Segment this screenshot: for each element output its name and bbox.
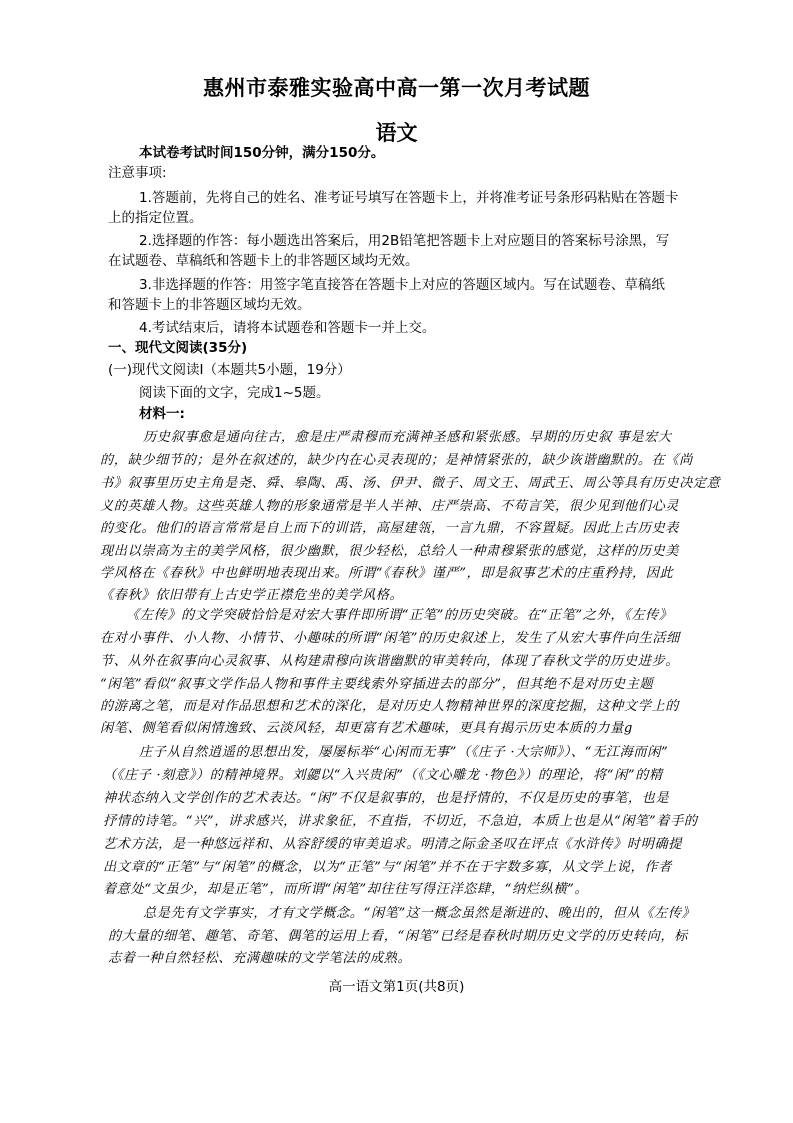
- p3-line: 庄子从自然逍遥的思想出发，屡屡标举“心闲而无事”（《庄子 ·大宗师》）、“无江海而闲”: [139, 745, 669, 760]
- exam-title: 惠州市泰雅实验高中高一第一次月考试题: [203, 76, 590, 100]
- p3-line: 着意处“文虽少，却是正笔”，而所谓“闲笔”却往往写得汪洋恣肆，“纳烂纵横”。: [103, 882, 589, 897]
- exam-info: 本试卷考试时间150分钟，满分150分。: [139, 145, 385, 161]
- p1-line: 历史叙事愈是通向往古，愈是庄严肃穆而充满神圣感和紧张感。早期的历史叙 事是宏大: [143, 430, 672, 445]
- p2-line: 在对小事件、小人物、小情节、小趣味的所谓“闲笔”的历史叙述上，发生了从宏大事件向生活细: [100, 631, 680, 646]
- p1-line: 书》叙事里历史主角是尧、舜、皋陶、禹、汤、伊尹、微子、周文王、周武王、周公等具有历史决定意: [100, 476, 721, 491]
- p4-line: 总是先有文学事实，才有文学概念。“闲笔”这一概念虽然是渐进的、晚出的，但从《左传》: [143, 906, 696, 921]
- p4-line: 的大量的细笔、趣笔、奇笔、偶笔的运用上看，“闲笔”已经是春秋时期历史文学的历史转向，标: [108, 929, 688, 944]
- p2-line: 闲笔、侧笔看似闲情逸致、云淡风轻，却更富有艺术趣味，更具有揭示历史本质的力量g: [100, 721, 633, 736]
- p1-line: 学风格在《春秋》中也鲜明地表现出来。所谓“《春秋》谨严”，即是叙事艺术的庄重矜持，因此: [100, 566, 674, 581]
- p1-line: 《春秋》依旧带有上古史学正襟危坐的美学风格。: [100, 588, 404, 603]
- p2-line: 节、从外在叙事向心灵叙事、从构建肃穆向诙谐幽默的审美转向，体现了春秋文学的历史进步。: [100, 654, 680, 669]
- section-subheading: (一)现代文阅读I（本题共5小题，19分）: [108, 362, 351, 378]
- p1-line: 的变化。他们的语言常常是自上而下的训诰，高屋建瓴，一言九鼎，不容置疑。因此上古历史表: [100, 521, 680, 536]
- p2-line: “闲笔”看似“叙事文学作品人物和事件主要线索外穿插进去的部分”，但其绝不是对历史主题: [100, 677, 654, 692]
- p3-line: 出文章的“正笔”与“闲笔”的概念，以为“正笔”与“闲笔”并不在于字数多寡，从文学上说，作者: [103, 860, 672, 875]
- note-1-line-2: 上的指定位置。: [108, 210, 203, 226]
- note-3-line-2: 和答题卡上的非答题区域均无效。: [108, 297, 311, 313]
- note-1-line-1: 1.答题前，先将自己的姓名、准考证号填写在答题卡上，并将准考证号条形码粘贴在答题卡: [139, 190, 679, 206]
- p2-line: 的游离之笔，而是对作品思想和艺术的深化，是对历史人物精神世界的深度挖掘，这种文学上的: [100, 699, 680, 714]
- note-2-line-1: 2.选择题的作答：每小题选出答案后，用2B铅笔把答题卡上对应题目的答案标号涂黑，写: [139, 233, 670, 249]
- p3-line: 抒情的诗笔。“兴”，讲求感兴，讲求象征，不直指，不切近，不急迫，本质上也是从“闲笔”着手的: [103, 814, 698, 829]
- p3-line: 艺术方法，是一种悠远祥和、从容舒缓的审美追求。明清之际金圣叹在评点《水浒传》时明确提: [103, 837, 683, 852]
- p2-line: 《左传》的文学突破恰恰是对宏大事件即所谓“正笔”的历史突破。在“正笔”之外，《左传》: [126, 608, 673, 623]
- material-label: 材料一:: [139, 406, 185, 422]
- section-heading: 一、现代文阅读(35分): [108, 340, 248, 356]
- p1-line: 的，缺少细节的；是外在叙述的，缺少内在心灵表现的；是神情紧张的，缺少诙谐幽默的。在《尚: [100, 453, 693, 468]
- page-footer: 高一语文第1页(共8页): [328, 979, 465, 995]
- note-2-line-2: 在试题卷、草稿纸和答题卡上的非答题区域均无效。: [108, 253, 419, 269]
- p3-line: 神状态纳入文学创作的艺术表达。“闲”不仅是叙事的，也是抒情的，不仅是历史的事笔，也是: [103, 791, 670, 806]
- notes-title: 注意事项:: [108, 165, 167, 181]
- section-instruction: 阅读下面的文字，完成1~5题。: [139, 385, 330, 401]
- subject-title: 语文: [375, 121, 418, 145]
- p3-line: （《庄子 ·刻意》）的精神境界。刘勰以“入兴贵闲”（《文心雕龙 ·物色》）的理论，将“闲”的精: [103, 768, 663, 783]
- note-4-line-1: 4.考试结束后，请将本试题卷和答题卡一并上交。: [139, 320, 436, 336]
- p1-line: 义的英雄人物。这些英雄人物的形象通常是半人半神、庄严崇高、不苟言笑，很少见到他们心灵: [100, 499, 680, 514]
- p1-line: 现出以崇高为主的美学风格，很少幽默，很少轻松，总给人一种肃穆紧张的感觉，这样的历史美: [100, 544, 680, 559]
- note-3-line-1: 3.非选择题的作答：用签字笔直接答在答题卡上对应的答题区域内。写在试题卷、草稿纸: [139, 277, 665, 293]
- p4-line: 志着一种自然轻松、充满趣味的文学笔法的成熟。: [108, 951, 412, 966]
